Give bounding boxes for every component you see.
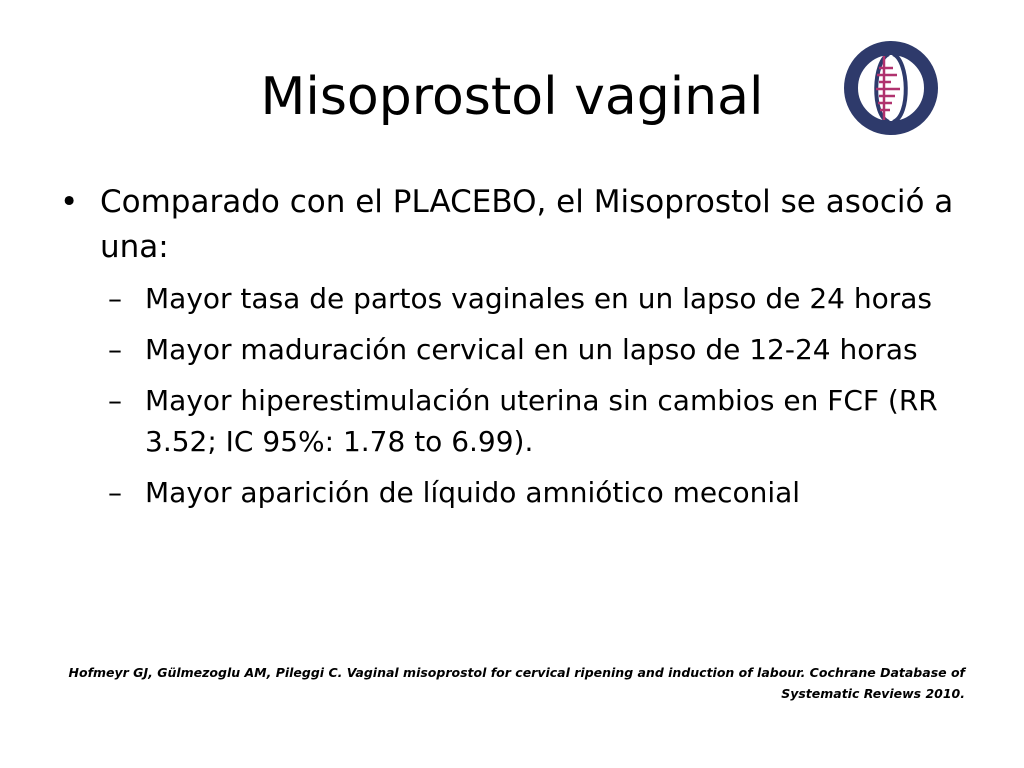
citation: Hofmeyr GJ, Gülmezoglu AM, Pileggi C. Vaginal misoprostol for cervical ripening and induction of labour. Cochrane Database of Systematic Reviews 2010. bbox=[68, 665, 965, 701]
slide-title: Misoprostol vaginal bbox=[260, 67, 764, 127]
sub-bullet-text: Mayor tasa de partos vaginales en un lapso de 24 horas bbox=[145, 282, 932, 315]
main-bullet bbox=[60, 180, 965, 270]
dash-mark: – bbox=[108, 333, 122, 366]
sub-bullet bbox=[60, 380, 965, 462]
sub-bullet-text: Mayor maduración cervical en un lapso de 12-24 horas bbox=[145, 333, 918, 366]
main-bullet-text: Comparado con el PLACEBO, el Misoprostol se asoció a una: bbox=[100, 184, 954, 265]
cochrane-logo-icon bbox=[843, 40, 939, 136]
dash-mark: – bbox=[108, 282, 122, 315]
sub-bullet bbox=[60, 472, 965, 513]
sub-bullet-text: Mayor hiperestimulación uterina sin cambios en FCF (RR 3.52; IC 95%: 1.78 to 6.99). bbox=[145, 384, 938, 458]
sub-bullet bbox=[60, 278, 965, 319]
sub-bullet-list bbox=[60, 278, 965, 513]
sub-bullet-text: Mayor aparición de líquido amniótico meconial bbox=[145, 476, 801, 509]
bullet-mark: • bbox=[60, 184, 79, 220]
slide-content bbox=[60, 180, 965, 523]
dash-mark: – bbox=[108, 476, 122, 509]
sub-bullet bbox=[60, 329, 965, 370]
dash-mark: – bbox=[108, 384, 122, 417]
